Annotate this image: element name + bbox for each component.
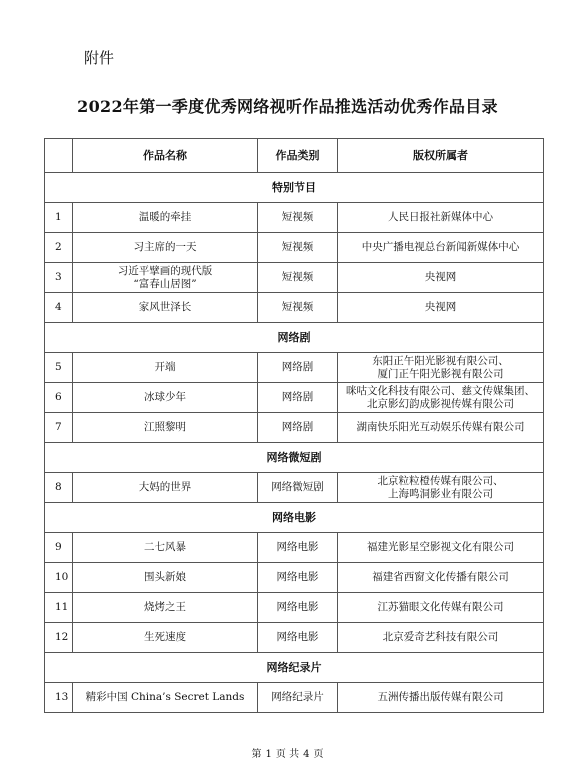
row-number: 7 (45, 413, 73, 443)
work-type: 短视频 (258, 293, 338, 323)
row-number: 12 (45, 623, 73, 653)
work-name (73, 563, 258, 593)
header-number (45, 139, 73, 173)
copyright-owner (338, 533, 544, 563)
footer-page-number: 1 (265, 749, 272, 760)
work-name-line: 温暖的牵挂 (138, 211, 192, 223)
work-type: 短视频 (258, 233, 338, 263)
table-header-row (45, 139, 544, 173)
copyright-owner-line: 央视网 (424, 271, 457, 283)
table-row (45, 263, 544, 293)
work-name-line: 家风世泽长 (138, 301, 192, 313)
copyright-owner-line: 北京影幻韵成影视传媒有限公司 (367, 397, 514, 410)
work-name-line: 习主席的一天 (133, 241, 197, 253)
row-number: 13 (45, 683, 73, 713)
row-number: 10 (45, 563, 73, 593)
header-work-type: 作品类别 (258, 139, 338, 173)
document-title: 2022年第一季度优秀网络视听作品推选活动优秀作品目录 (77, 97, 498, 116)
category-label: 网络电影 (45, 503, 544, 533)
row-number: 8 (45, 473, 73, 503)
work-name-line: 大妈的世界 (138, 481, 192, 493)
work-name-line: 烧烤之王 (144, 601, 186, 613)
category-row (45, 443, 544, 473)
row-number: 6 (45, 383, 73, 413)
copyright-owner (338, 623, 544, 653)
work-name (73, 473, 258, 503)
work-name-line: 习近平擘画的现代版 (117, 264, 213, 277)
row-number: 9 (45, 533, 73, 563)
copyright-owner-line: 湖南快乐阳光互动娱乐传媒有限公司 (356, 421, 525, 433)
copyright-owner-line: 江苏猫眼文化传媒有限公司 (377, 601, 504, 613)
work-type: 网络微短剧 (258, 473, 338, 503)
work-name-line: 二七风暴 (144, 541, 186, 553)
work-name-line: “富春山居图” (133, 277, 197, 290)
header-copyright-owner: 版权所属者 (338, 139, 544, 173)
copyright-owner-line: 央视网 (424, 301, 457, 313)
work-type: 网络剧 (258, 353, 338, 383)
copyright-owner (338, 413, 544, 443)
copyright-owner-line: 五洲传播出版传媒有限公司 (377, 691, 504, 703)
work-type: 网络电影 (258, 563, 338, 593)
footer-total-pages: 4 (303, 749, 310, 760)
work-name (73, 683, 258, 713)
header-work-name: 作品名称 (73, 139, 258, 173)
work-name (73, 413, 258, 443)
work-name-line: 生死速度 (144, 631, 186, 643)
table-row (45, 533, 544, 563)
footer-prefix: 第 (251, 749, 262, 760)
table-row (45, 413, 544, 443)
footer-middle: 页 共 (275, 749, 300, 760)
copyright-owner (338, 683, 544, 713)
copyright-owner (338, 563, 544, 593)
category-label: 网络微短剧 (45, 443, 544, 473)
copyright-owner (338, 263, 544, 293)
work-name-line: 江照黎明 (144, 421, 186, 433)
table-row (45, 473, 544, 503)
copyright-owner-line: 福建光影星空影视文化有限公司 (367, 541, 514, 553)
work-name (73, 293, 258, 323)
work-name (73, 593, 258, 623)
table-row (45, 203, 544, 233)
work-type: 短视频 (258, 263, 338, 293)
work-type: 短视频 (258, 203, 338, 233)
work-type: 网络剧 (258, 413, 338, 443)
copyright-owner (338, 203, 544, 233)
table-row (45, 353, 544, 383)
category-label: 网络纪录片 (45, 653, 544, 683)
copyright-owner-line: 北京爱奇艺科技有限公司 (382, 631, 499, 643)
copyright-owner (338, 233, 544, 263)
copyright-owner-line: 福建省西窗文化传播有限公司 (372, 571, 509, 583)
works-table (44, 138, 544, 713)
work-name-line: 开端 (154, 361, 176, 373)
copyright-owner-line: 中央广播电视总台新闻新媒体中心 (361, 241, 520, 253)
table-row (45, 683, 544, 713)
work-name (73, 533, 258, 563)
attachment-label: 附件 (84, 49, 115, 67)
work-name (73, 263, 258, 293)
work-type: 网络电影 (258, 533, 338, 563)
copyright-owner (338, 473, 544, 503)
work-type: 网络电影 (258, 593, 338, 623)
copyright-owner (338, 353, 544, 383)
category-label: 特别节目 (45, 173, 544, 203)
copyright-owner-line: 人民日报社新媒体中心 (388, 211, 493, 223)
work-name (73, 233, 258, 263)
copyright-owner (338, 293, 544, 323)
row-number: 4 (45, 293, 73, 323)
table-body (45, 173, 544, 713)
row-number: 1 (45, 203, 73, 233)
copyright-owner-line: 北京粒粒橙传媒有限公司、 (377, 474, 504, 487)
table-row (45, 233, 544, 263)
work-name (73, 203, 258, 233)
copyright-owner-line: 厦门正午阳光影视有限公司 (377, 367, 504, 380)
table-row (45, 383, 544, 413)
category-row (45, 173, 544, 203)
category-row (45, 653, 544, 683)
copyright-owner-line: 东阳正午阳光影视有限公司、 (372, 354, 509, 367)
table-row (45, 563, 544, 593)
row-number: 11 (45, 593, 73, 623)
work-name (73, 623, 258, 653)
footer-suffix: 页 (313, 749, 324, 760)
work-type: 网络纪录片 (258, 683, 338, 713)
work-type: 网络剧 (258, 383, 338, 413)
work-name (73, 383, 258, 413)
copyright-owner (338, 593, 544, 623)
copyright-owner-line: 咪咕文化科技有限公司、慈文传媒集团、 (346, 384, 535, 397)
work-type: 网络电影 (258, 623, 338, 653)
category-label: 网络剧 (45, 323, 544, 353)
page-footer (0, 745, 575, 760)
category-row (45, 323, 544, 353)
category-row (45, 503, 544, 533)
table-row (45, 623, 544, 653)
work-name-line: 精彩中国 China’s Secret Lands (85, 691, 245, 703)
row-number: 2 (45, 233, 73, 263)
row-number: 3 (45, 263, 73, 293)
table-row (45, 593, 544, 623)
work-name-line: 冰球少年 (144, 391, 186, 403)
work-name (73, 353, 258, 383)
copyright-owner (338, 383, 544, 413)
work-name-line: 围头新娘 (144, 571, 186, 583)
row-number: 5 (45, 353, 73, 383)
table-row (45, 293, 544, 323)
copyright-owner-line: 上海鸣洞影业有限公司 (388, 487, 493, 500)
